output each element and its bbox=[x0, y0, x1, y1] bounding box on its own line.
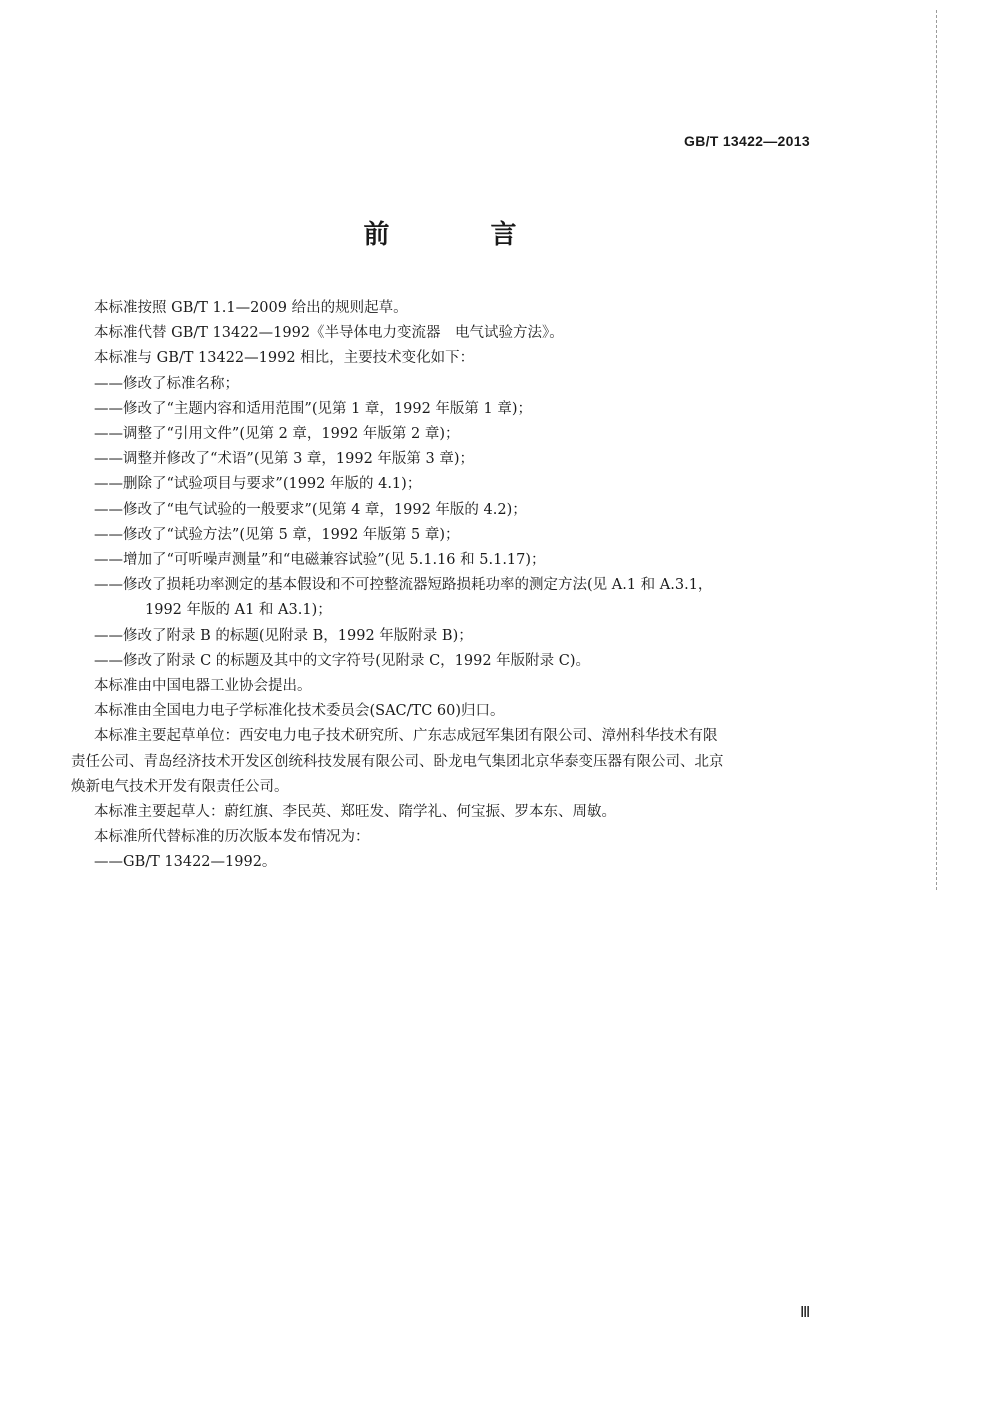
change-item: ——删除了“试验项目与要求”(1992 年版的 4.1)； bbox=[94, 476, 422, 493]
change-item: ——调整并修改了“术语”(见第 3 章，1992 年版第 3 章)； bbox=[94, 451, 475, 468]
standard-code: GB/T 13422—2013 bbox=[684, 133, 810, 149]
paragraph-committee: 本标准由全国电力电子学标准化技术委员会(SAC/TC 60)归口。 bbox=[94, 703, 505, 720]
change-item-long-line1: ——修改了损耗功率测定的基本假设和不可控整流器短路损耗功率的测定方法(见 A.1 和 A.3.1， bbox=[94, 577, 713, 594]
change-item: ——修改了附录 C 的标题及其中的文字符号(见附录 C，1992 年版附录 C)。 bbox=[94, 652, 591, 669]
paragraph-history-intro: 本标准所代替标准的历次版本发布情况为： bbox=[94, 829, 370, 846]
scan-edge-line bbox=[936, 10, 937, 890]
paragraph-drafters: 本标准主要起草人：蔚红旗、李民英、郑旺发、隋学礼、何宝振、罗本东、周敏。 bbox=[94, 804, 616, 821]
change-item: ——修改了标准名称； bbox=[94, 375, 239, 392]
change-item: ——修改了附录 B 的标题(见附录 B，1992 年版附录 B)； bbox=[94, 627, 473, 644]
document-body bbox=[71, 296, 836, 876]
change-item: ——修改了“电气试验的一般要求”(见第 4 章，1992 年版的 4.2)； bbox=[94, 501, 527, 518]
paragraph-changes-intro: 本标准与 GB/T 13422—1992 相比，主要技术变化如下： bbox=[94, 350, 475, 367]
history-item: ——GB/T 13422—1992。 bbox=[94, 854, 277, 871]
change-item: ——增加了“可听噪声测量”和“电磁兼容试验”(见 5.1.16 和 5.1.17)； bbox=[94, 552, 546, 569]
paragraph-units-line3: 焕新电气技术开发有限责任公司。 bbox=[71, 778, 289, 795]
paragraph-units-line2: 责任公司、青岛经济技术开发区创统科技发展有限公司、卧龙电气集团北京华泰变压器有限公司、北京 bbox=[71, 753, 724, 770]
paragraph-proposer: 本标准由中国电器工业协会提出。 bbox=[94, 678, 312, 695]
paragraph-units-line1: 本标准主要起草单位：西安电力电子技术研究所、广东志成冠军集团有限公司、漳州科华技术有限 bbox=[94, 728, 718, 745]
change-item: ——修改了“主题内容和适用范围”(见第 1 章，1992 年版第 1 章)； bbox=[94, 400, 533, 417]
page-title: 前 言 bbox=[363, 220, 563, 250]
change-item-long-line2: 1992 年版的 A1 和 A3.1)； bbox=[145, 602, 332, 619]
change-item: ——修改了“试验方法”(见第 5 章，1992 年版第 5 章)； bbox=[94, 526, 460, 543]
page-number: Ⅲ bbox=[800, 1305, 811, 1321]
paragraph-replaces: 本标准代替 GB/T 13422—1992《半导体电力变流器 电气试验方法》。 bbox=[94, 325, 564, 342]
paragraph-drafting-rules: 本标准按照 GB/T 1.1—2009 给出的规则起草。 bbox=[94, 300, 408, 316]
change-item: ——调整了“引用文件”(见第 2 章，1992 年版第 2 章)； bbox=[94, 426, 460, 443]
